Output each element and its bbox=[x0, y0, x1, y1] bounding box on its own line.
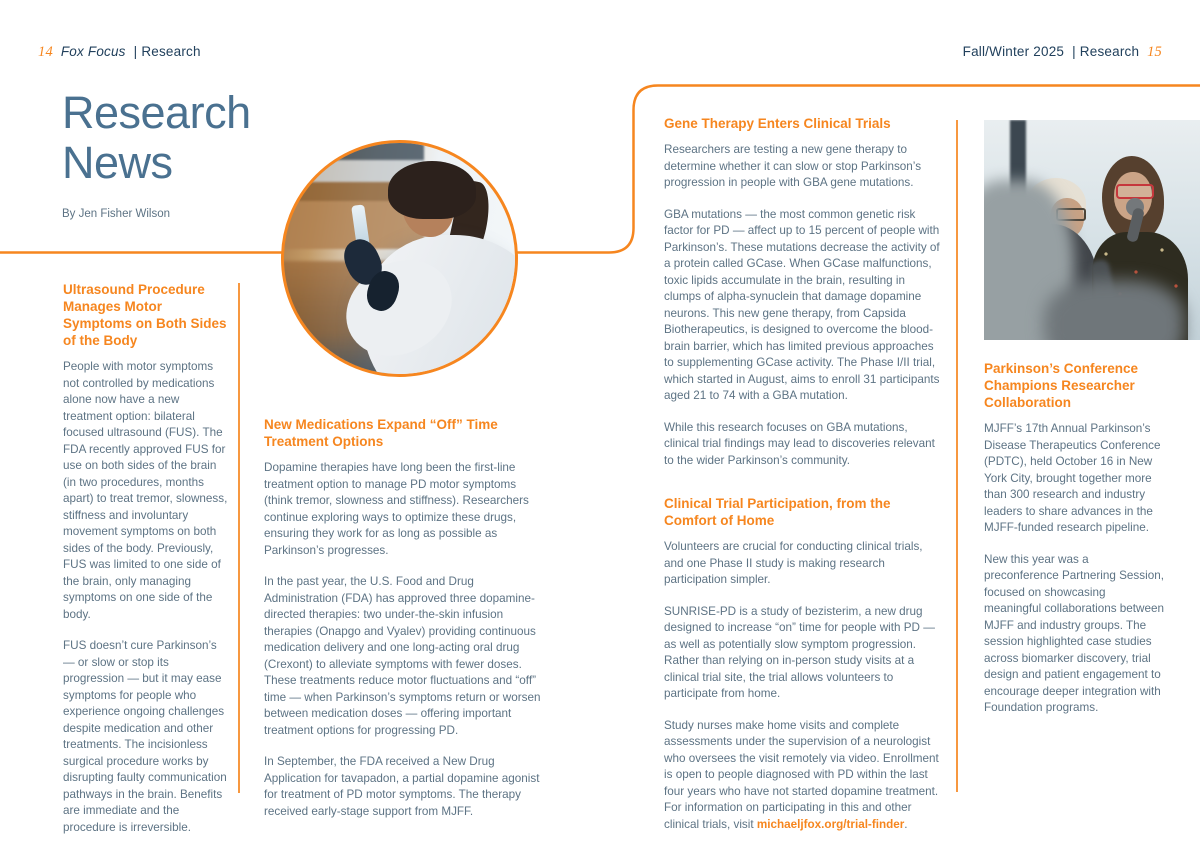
title-line-2: News bbox=[62, 137, 173, 188]
article-ultrasound bbox=[63, 281, 231, 836]
title-line-1: Research bbox=[62, 87, 251, 138]
section-name-left: Research bbox=[141, 44, 201, 59]
byline: By Jen Fisher Wilson bbox=[62, 208, 171, 220]
page-number-right: 15 bbox=[1147, 44, 1162, 60]
article-paragraph: People with motor symptoms not controlled by medications alone now have a new treatment option: bilateral focused ultrasound (FUS). The FDA recently approved FUS for use on both sides of the brain (in two procedures, months apart) to treat tremor, slowness, stiffness and involuntary movement symptoms on both sides of the body. Previously, FUS was limited to one side of the brain, only managing symptoms on one side of the body. bbox=[63, 360, 228, 621]
article-paragraph: New this year was a preconference Partnering Session, focused on showcasing meaningful collaborations between MJFF and industry groups. The session highlighted case studies across biomarker discovery, trial design and patient engagement to encourage deeper integration with Foundation programs. bbox=[984, 552, 1164, 714]
article-paragraph: MJFF’s 17th Annual Parkinson’s Disease Therapeutics Conference (PDTC), held October 16 in New York City, brought together more than 300 research and industry leaders to share advances in the MJFF-funded research pipeline. bbox=[984, 422, 1161, 534]
masthead bbox=[62, 88, 251, 220]
conference-panel-photo bbox=[984, 120, 1200, 340]
article-paragraph: Dopamine therapies have long been the first-line treatment option to manage PD motor symptoms (think tremor, slowness and stiffness). Researchers continue exploring ways to optimize these drugs, ensuring they work for as long as possible as Parkinson’s progresses. bbox=[264, 461, 529, 557]
page-title bbox=[62, 88, 251, 188]
article-paragraph-with-link bbox=[664, 718, 940, 834]
section-name-right: Research bbox=[1079, 44, 1140, 59]
running-header-left bbox=[38, 44, 201, 61]
article-paragraph: In September, the FDA received a New Drug Application for tavapadon, a partial dopamine agonist for treatment of PD motor symptoms. The therapy received early-stage support from MJFF. bbox=[264, 755, 540, 818]
panelist-woman-red-glasses bbox=[1116, 184, 1154, 199]
article-heading: Gene Therapy Enters Clinical Trials bbox=[664, 116, 891, 131]
paragraph-text-after-link: . bbox=[904, 817, 908, 831]
article-paragraph: SUNRISE-PD is a study of bezisterim, a new drug designed to increase “on” time for people with PD — as well as potentially slow symptom progression. Rather than relying on in-person study visits at a clinical trial site, the trial allows volunteers to participate from home. bbox=[664, 604, 935, 700]
trial-finder-link[interactable]: michaeljfox.org/trial-finder bbox=[756, 817, 905, 831]
header-separator-right: | bbox=[1072, 44, 1076, 59]
article-paragraph: Volunteers are crucial for conducting clinical trials, and one Phase II study is making research participation simpler. bbox=[664, 540, 923, 586]
column-divider-left-page bbox=[238, 283, 240, 793]
running-header-right bbox=[963, 44, 1162, 61]
magazine-name: Fox Focus bbox=[60, 44, 126, 59]
column-divider-right-page bbox=[956, 120, 958, 792]
article-heading: Parkinson’s Conference Champions Researcher Collaboration bbox=[984, 361, 1139, 410]
article-gene-therapy bbox=[664, 115, 940, 833]
article-paragraph: In the past year, the U.S. Food and Drug Administration (FDA) has approved three dopamine-directed therapies: two under-the-skin infusion therapies (Onapgo and Vyalev) providing continuous medication delivery and one long-acting oral drug (Crexont) to alleviate symptoms with fewer doses. These treatments reduce motor fluctuations and “off” time — when Parkinson’s symptoms return or worsen between medication doses — offering important treatment options for progressing PD. bbox=[264, 575, 541, 737]
blurred-foreground-arm bbox=[1044, 280, 1184, 340]
article-paragraph: FUS doesn’t cure Parkinson’s — or slow or stop its progression — but it may ease symptoms for people who experience ongoing challenges despite medication and other treatments. The incisionless surgical procedure works by disrupting faulty communication pathways in the brain. Benefits are immediate and the procedure is irreversible. bbox=[63, 639, 227, 834]
article-conference bbox=[984, 360, 1164, 717]
paragraph-text: Study nurses make home visits and complete assessments under the supervision of a neurologist who oversees the visit remotely via video. Enrollment is open to people diagnosed with PD within the last four years who have not started dopamine treatment. For information on participating in this and other clinical trials, visit bbox=[664, 718, 939, 831]
page-number-left: 14 bbox=[38, 44, 53, 60]
lab-researcher-photo bbox=[281, 140, 518, 377]
article-paragraph: While this research focuses on GBA mutations, clinical trial findings may lead to discoveries relevant to the wider Parkinson’s community. bbox=[664, 420, 935, 467]
article-heading: Clinical Trial Participation, from the Comfort of Home bbox=[664, 496, 891, 528]
issue-name: Fall/Winter 2025 bbox=[962, 44, 1065, 59]
article-paragraph: GBA mutations — the most common genetic risk factor for PD — affect up to 15 percent of people with Parkinson’s. These mutations decrease the activity of a protein called GCase. When GCase malfunctions, toxic lipids accumulate in the brain, resulting in clumps of alpha-synuclein that damage dopamine neurons. This new gene therapy, from Capsida Biotherapeutics, is designed to overcome the blood-brain barrier, which has limited previous approaches to supplementing GCase activity. The Phase I/II trial, which started in August, aims to enroll 31 participants aged 21 to 74 with a GBA mutation. bbox=[664, 207, 940, 402]
article-new-medications bbox=[264, 416, 544, 820]
article-heading: Ultrasound Procedure Manages Motor Symptoms on Both Sides of the Body bbox=[63, 282, 227, 348]
article-heading: New Medications Expand “Off” Time Treatment Options bbox=[264, 417, 498, 449]
header-separator: | bbox=[133, 44, 138, 59]
article-paragraph: Researchers are testing a new gene therapy to determine whether it can slow or stop Parkinson’s progression in people with GBA gene mutations. bbox=[664, 143, 922, 189]
researcher-hair bbox=[388, 161, 476, 219]
